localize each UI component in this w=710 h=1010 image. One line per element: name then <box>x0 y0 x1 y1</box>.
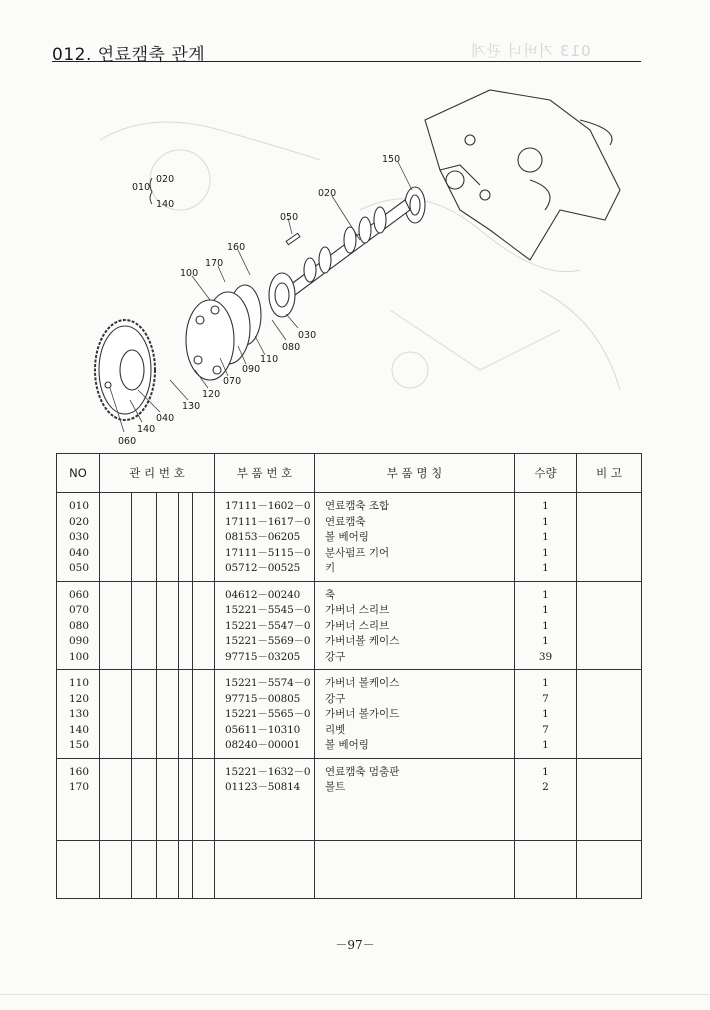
cell-part-name-line: 축 <box>325 588 336 601</box>
cell-mgmt <box>179 670 193 759</box>
callout-010: 010 <box>132 182 151 193</box>
cell-qty-line: 7 <box>542 692 549 705</box>
callout-110: 110 <box>260 354 279 365</box>
callout-050: 050 <box>280 212 299 223</box>
cell-part-name <box>315 493 515 582</box>
parts-table-body <box>57 493 642 841</box>
camshaft-020 <box>290 200 410 295</box>
cell-part-name-line: 리벳 <box>325 723 346 736</box>
cell-mgmt <box>179 758 193 840</box>
cell-mgmt <box>132 758 157 840</box>
page-number: －97－ <box>335 938 375 952</box>
cell-mgmt <box>193 493 215 582</box>
cell-qty-line: 1 <box>542 677 549 689</box>
cell-part-no-line: 15221－5565－0 <box>225 708 311 720</box>
cell-qty <box>515 758 577 840</box>
cell-mgmt <box>157 493 179 582</box>
callout-brace <box>150 178 152 204</box>
cell-part-no-line: 08240－00001 <box>225 739 301 751</box>
cell-mgmt <box>157 670 179 759</box>
cell-qty-line: 1 <box>542 635 549 647</box>
cell-part-name <box>315 758 515 840</box>
callout-030: 030 <box>298 330 317 341</box>
cell-qty <box>515 670 577 759</box>
cell-part-name-line: 연료캠축 <box>325 515 366 528</box>
cell-part-name-line: 볼 베어링 <box>325 739 369 751</box>
table-header-row <box>57 454 642 493</box>
cell-part-no-line: 15221－5547－0 <box>225 619 311 632</box>
cell-mgmt <box>179 581 193 670</box>
table-row <box>57 758 642 840</box>
cell-part-name-line: 연료캠축 멈춤판 <box>325 765 400 778</box>
header-mgmt-no: 관 리 번 호 <box>100 454 215 493</box>
cell-mgmt <box>157 758 179 840</box>
cell-no-line: 040 <box>69 546 90 559</box>
cell-part-no-line: 01123－50814 <box>225 781 301 793</box>
cell-part-no <box>215 670 315 759</box>
callout-080: 080 <box>282 342 301 353</box>
cell-part-no-line: 15221－5545－0 <box>225 604 311 616</box>
cell-part-no-line: 05611－10310 <box>225 723 301 736</box>
cell-qty <box>515 493 577 582</box>
cell-no-line: 110 <box>69 677 90 689</box>
cell-qty-line: 1 <box>542 739 549 751</box>
cell-part-name-line: 강구 <box>325 650 346 663</box>
cell-no-line: 010 <box>69 500 90 512</box>
cell-qty-line: 1 <box>542 765 549 778</box>
cell-qty-line: 39 <box>538 650 553 663</box>
cell-no <box>57 581 100 670</box>
cell-no-line: 060 <box>69 588 90 601</box>
key-050 <box>286 233 300 244</box>
cell-part-no-line: 17111－1617－0 <box>225 515 311 528</box>
cell-part-name-line: 볼 베어링 <box>325 531 369 543</box>
callout-140-a: 140 <box>156 199 175 210</box>
cell-part-no-line: 97715－00805 <box>225 692 301 705</box>
cell-part-name-line: 볼트 <box>325 781 346 793</box>
callout-040: 040 <box>156 413 175 424</box>
cell-qty-line: 1 <box>542 546 549 559</box>
cell-part-no-line: 15221－5574－0 <box>225 677 311 689</box>
callout-170: 170 <box>205 258 224 269</box>
cell-part-name-line: 가버너 볼케이스 <box>325 677 400 689</box>
section-title: 012. 연료캠축 관계 <box>52 45 206 65</box>
cell-remarks <box>577 493 642 582</box>
cell-remarks <box>577 758 642 840</box>
cell-mgmt <box>193 758 215 840</box>
cell-mgmt <box>132 581 157 670</box>
cell-no-line: 030 <box>69 531 90 543</box>
callout-070: 070 <box>223 376 242 387</box>
callout-130: 130 <box>182 401 201 412</box>
title-divider <box>52 61 641 62</box>
header-part-name: 부 품 명 칭 <box>315 454 515 493</box>
cell-part-no-line: 05712－00525 <box>225 562 301 574</box>
parts-table <box>56 453 642 899</box>
cell-part-name-line: 연료캠축 조합 <box>325 500 390 512</box>
cell-part-name-line: 가버너볼 케이스 <box>325 635 400 647</box>
cell-mgmt <box>100 493 132 582</box>
cell-mgmt <box>100 758 132 840</box>
cell-qty-line: 1 <box>542 500 549 512</box>
cell-remarks <box>577 670 642 759</box>
header-no: NO <box>57 454 100 493</box>
header-qty: 수량 <box>515 454 577 493</box>
cell-no-line: 130 <box>69 708 90 720</box>
cell-part-name <box>315 581 515 670</box>
engine-case <box>425 90 620 260</box>
cell-qty-line: 1 <box>542 588 549 601</box>
cell-remarks <box>577 581 642 670</box>
cell-part-name-line: 가버너 스리브 <box>325 604 390 616</box>
cell-mgmt <box>132 670 157 759</box>
cell-mgmt <box>193 581 215 670</box>
cell-part-name <box>315 670 515 759</box>
cell-qty-line: 2 <box>542 781 549 793</box>
cell-qty-line: 1 <box>542 604 549 616</box>
cell-part-no <box>215 758 315 840</box>
cell-no-line: 170 <box>69 781 90 793</box>
cell-part-no-line: 04612－00240 <box>225 588 301 601</box>
cell-part-name-line: 분사펌프 기어 <box>325 546 390 559</box>
cell-qty-line: 1 <box>542 515 549 528</box>
cell-qty-line: 7 <box>542 723 549 736</box>
cell-no <box>57 758 100 840</box>
callout-160: 160 <box>227 242 246 253</box>
cell-qty-line: 1 <box>542 708 549 720</box>
cell-no-line: 160 <box>69 765 90 778</box>
cell-no-line: 070 <box>69 604 90 616</box>
cell-no <box>57 670 100 759</box>
cell-mgmt <box>193 670 215 759</box>
table-row <box>57 493 642 582</box>
cell-mgmt <box>179 493 193 582</box>
bleed-through-title: 013 거버너 관계 <box>470 42 591 60</box>
cell-part-no-line: 17111－5115－0 <box>225 546 311 559</box>
cell-no-line: 080 <box>69 619 90 632</box>
cell-mgmt <box>100 581 132 670</box>
cell-part-no-line: 15221－5569－0 <box>225 635 311 647</box>
callout-060: 060 <box>118 436 137 447</box>
cell-part-name-line: 강구 <box>325 692 346 705</box>
callout-150: 150 <box>382 154 401 165</box>
table-row <box>57 670 642 759</box>
callout-140-b: 140 <box>137 424 156 435</box>
cell-no-line: 050 <box>69 562 90 574</box>
cell-part-no <box>215 493 315 582</box>
cell-no <box>57 493 100 582</box>
callout-020-a: 020 <box>156 174 175 185</box>
cell-no-line: 090 <box>69 635 90 647</box>
cell-no-line: 100 <box>69 650 90 663</box>
cell-qty-line: 1 <box>542 562 549 574</box>
cell-qty <box>515 581 577 670</box>
cell-part-name-line: 키 <box>325 562 336 574</box>
cell-part-no-line: 17111－1602－0 <box>225 500 311 512</box>
cell-part-no-line: 97715－03205 <box>225 650 301 663</box>
cell-no-line: 120 <box>69 692 90 705</box>
header-part-no: 부 품 번 호 <box>215 454 315 493</box>
header-remarks: 비 고 <box>577 454 642 493</box>
cell-part-no-line: 15221－1632－0 <box>225 765 311 778</box>
injection-pump-gear-040 <box>95 320 155 420</box>
cell-part-name-line: 가버너 스리브 <box>325 619 390 632</box>
cell-mgmt <box>157 581 179 670</box>
cell-part-name-line: 가버너 볼가이드 <box>325 708 400 720</box>
cell-mgmt <box>100 670 132 759</box>
callout-090: 090 <box>242 364 261 375</box>
table-empty-row <box>57 840 642 898</box>
cell-qty-line: 1 <box>542 531 549 543</box>
cell-no-line: 020 <box>69 515 90 528</box>
bearing-030 <box>269 273 295 317</box>
exploded-view-diagram <box>60 70 650 450</box>
callout-100: 100 <box>180 268 199 279</box>
cell-part-no <box>215 581 315 670</box>
cell-part-no-line: 08153－06205 <box>225 531 301 543</box>
callout-120: 120 <box>202 389 221 400</box>
cell-mgmt <box>132 493 157 582</box>
callout-020-b: 020 <box>318 188 337 199</box>
cell-qty-line: 1 <box>542 619 549 632</box>
cell-no-line: 140 <box>69 723 90 736</box>
scan-edge <box>0 994 710 995</box>
table-row <box>57 581 642 670</box>
cell-no-line: 150 <box>69 739 90 751</box>
